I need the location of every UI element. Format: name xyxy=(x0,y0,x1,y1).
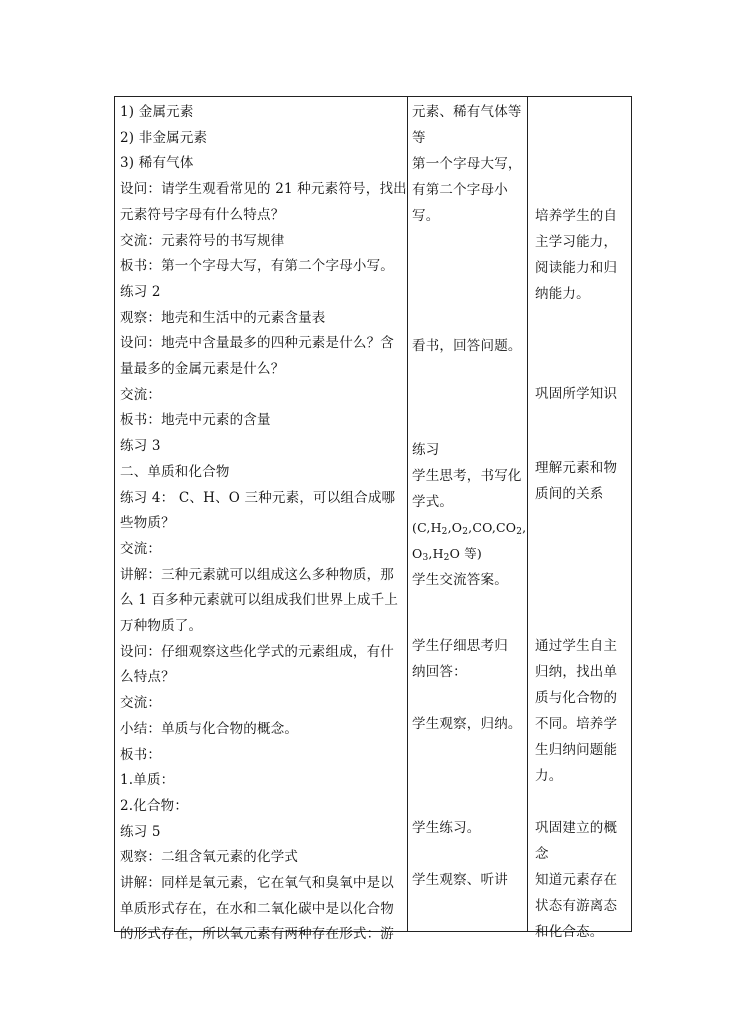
teacher-line: 的形式存在，所以氧元素有两种存在形式：游 xyxy=(120,926,394,943)
teacher-line: 万种物质了。 xyxy=(120,618,203,634)
student-line: 学生交流答案。 xyxy=(412,572,508,588)
teacher-line: 交流： xyxy=(120,386,162,403)
student-line: 学生思考，书写化 xyxy=(412,468,522,484)
teacher-line: 些物质？ xyxy=(120,515,175,532)
teacher-line: 么特点？ xyxy=(120,669,175,686)
teacher-line: 二、单质和化合物 xyxy=(120,463,230,480)
student-line: 学生观察、听讲 xyxy=(412,872,508,888)
intent-line: 培养学生的自 xyxy=(535,208,618,224)
student-line: 元素、稀有气体等 xyxy=(412,104,522,120)
teacher-line: 设问：地壳中含量最多的四种元素是什么？含 xyxy=(120,335,394,352)
teacher-line: 观察：地壳和生活中的元素含量表 xyxy=(120,309,326,326)
intent-line: 知道元素存在 xyxy=(535,872,618,888)
intent-line: 归纳，找出单 xyxy=(535,664,618,680)
teacher-line: 练习 3 xyxy=(120,438,161,455)
teacher-activity-column xyxy=(115,97,407,943)
intent-line: 生归纳问题能 xyxy=(535,742,618,758)
student-line: 第一个字母大写， xyxy=(412,156,522,172)
intent-line: 理解元素和物 xyxy=(535,460,618,476)
student-line: 学生练习。 xyxy=(412,820,481,836)
teacher-line: 3) 稀有气体 xyxy=(120,155,194,172)
teacher-line: 1) 金属元素 xyxy=(120,104,194,120)
teacher-line: 板书： xyxy=(120,746,162,763)
intent-line: 状态有游离态 xyxy=(535,898,618,914)
intent-line: 和化合态。 xyxy=(535,924,604,940)
teacher-line: 设问：请学生观看常见的 21 种元素符号，找出 xyxy=(120,181,407,198)
intent-line: 不同。培养学 xyxy=(535,716,618,732)
student-line: 学式。 xyxy=(412,494,454,510)
intent-line: 力。 xyxy=(535,768,563,784)
formula-line: $O_3,H_2O$ 等) xyxy=(412,546,483,563)
student-activity-column xyxy=(407,97,527,931)
teacher-line: 设问：仔细观察这些化学式的元素组成，有什 xyxy=(120,643,394,660)
teacher-line: 观察：二组含氧元素的化学式 xyxy=(120,849,299,866)
teacher-line: 练习 4： C、H、O 三种元素，可以组合成哪 xyxy=(120,489,396,506)
lesson-table xyxy=(114,96,632,943)
intent-line: 纳能力。 xyxy=(535,286,590,302)
teacher-line: 讲解：同样是氧元素，它在氧气和臭氧中是以 xyxy=(120,875,394,891)
student-line: 写。 xyxy=(412,208,440,224)
intent-line: 阅读能力和归 xyxy=(535,260,618,276)
teacher-line: 交流： xyxy=(120,695,162,712)
intent-line: 巩固所学知识 xyxy=(535,386,618,402)
student-line: 练习 xyxy=(412,442,440,458)
teacher-line: 板书：地壳中元素的含量 xyxy=(120,412,271,429)
teacher-line: 2.化合物： xyxy=(120,797,189,814)
intent-line: 巩固建立的概 xyxy=(535,820,618,836)
teacher-line: 单质形式存在，在水和二氧化碳中是以化合物 xyxy=(120,900,394,917)
intent-line: 质与化合物的 xyxy=(535,690,618,706)
teacher-line: 量最多的金属元素是什么？ xyxy=(120,361,285,377)
teacher-line: 交流：元素符号的书写规律 xyxy=(120,232,285,249)
teacher-line: 么 1 百多种元素就可以组成我们世界上成千上 xyxy=(120,592,399,609)
teacher-line: 1.单质： xyxy=(120,772,175,789)
design-intent-column xyxy=(527,97,633,940)
teacher-line: 元素符号字母有什么特点？ xyxy=(120,206,285,223)
teacher-line: 板书：第一个字母大写，有第二个字母小写。 xyxy=(120,258,394,275)
teacher-line: 小结：单质与化合物的概念。 xyxy=(120,720,299,737)
student-line: 看书，回答问题。 xyxy=(412,338,522,354)
student-line: 纳回答： xyxy=(412,664,467,680)
teacher-line: 2) 非金属元素 xyxy=(120,129,208,146)
intent-line: 通过学生自主 xyxy=(535,638,618,654)
formula-line: ($C,H_2,O_2,CO,CO_2$, xyxy=(412,520,527,537)
teacher-line: 练习 2 xyxy=(120,283,161,300)
student-line: 学生观察，归纳。 xyxy=(412,716,522,732)
student-line: 学生仔细思考归 xyxy=(412,638,508,654)
teacher-line: 练习 5 xyxy=(120,823,161,840)
intent-line: 念 xyxy=(535,846,549,862)
intent-line: 主学习能力， xyxy=(535,234,618,250)
teacher-line: 交流： xyxy=(120,540,162,557)
intent-line: 质间的关系 xyxy=(535,486,604,502)
teacher-line: 讲解：三种元素就可以组成这么多种物质，那 xyxy=(120,566,394,583)
student-line: 有第二个字母小 xyxy=(412,182,508,198)
student-line: 等 xyxy=(412,130,426,146)
